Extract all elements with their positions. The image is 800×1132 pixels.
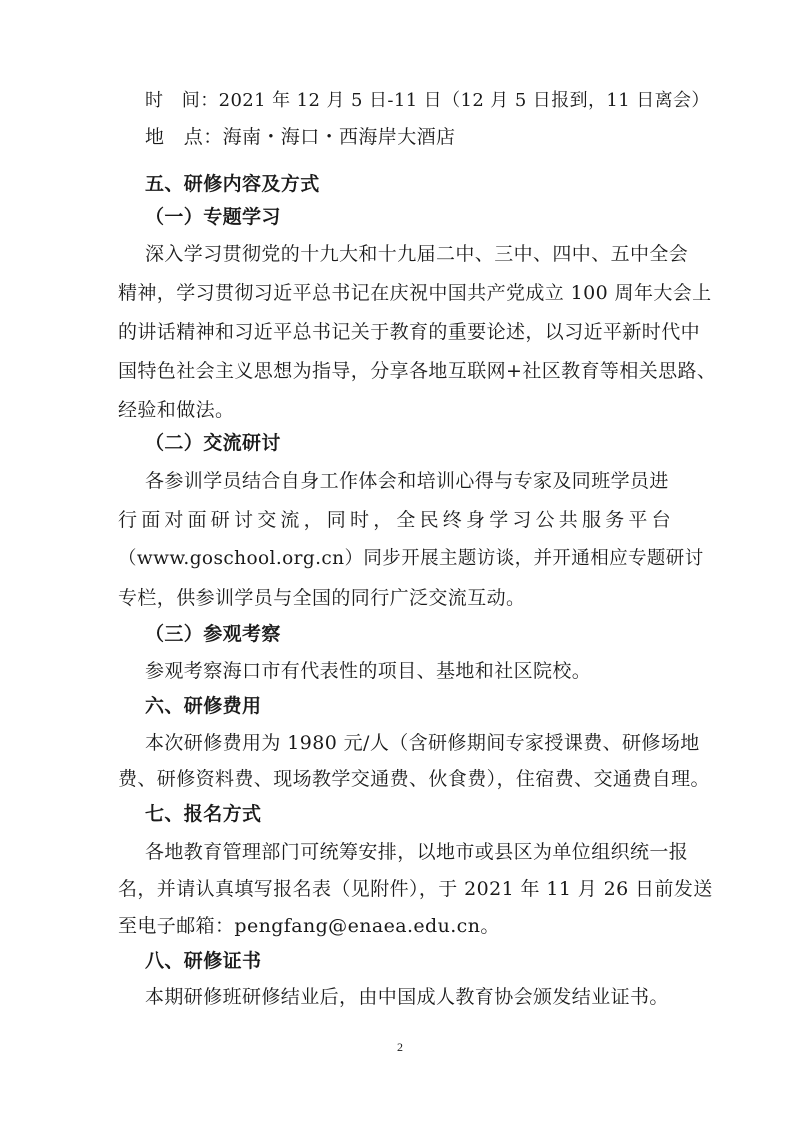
- subsection-heading-special-study: （一）专题学习: [145, 206, 281, 228]
- paragraph-line: 至电子邮箱：pengfang@enaea.edu.cn。: [118, 915, 500, 937]
- paragraph-line: 的讲话精神和习近平总书记关于教育的重要论述，以习近平新时代中: [118, 321, 701, 343]
- paragraph-line: （www.goschool.org.cn）同步开展主题访谈，并开通相应专题研讨: [118, 548, 704, 569]
- paragraph-line: 行面对面研讨交流，同时，全民终身学习公共服务平台: [118, 509, 675, 531]
- paragraph-line: 经验和做法。: [118, 399, 235, 421]
- place-line: 地 点：海南・海口・西海岸大酒店: [145, 126, 456, 148]
- paragraph-line: 名，并请认真填写报名表（见附件），于 2021 年 11 月 26 日前发送: [118, 878, 713, 900]
- paragraph-line: 费、研修资料费、现场教学交通费、伙食费），住宿费、交通费自理。: [118, 768, 710, 790]
- section-heading-8: 八、研修证书: [145, 950, 262, 972]
- time-line: 时 间：2021 年 12 月 5 日-11 日（12 月 5 日报到，11 日离会）: [145, 90, 710, 111]
- subsection-heading-exchange: （二）交流研讨: [145, 432, 281, 454]
- paragraph-line: 参观考察海口市有代表性的项目、基地和社区院校。: [145, 660, 592, 682]
- paragraph-line: 本次研修费用为 1980 元/人（含研修期间专家授课费、研修场地: [145, 732, 700, 754]
- paragraph-line: 专栏，供参训学员与全国的同行广泛交流互动。: [118, 587, 526, 609]
- paragraph-line: 各参训学员结合自身工作体会和培训心得与专家及同班学员进: [145, 470, 669, 492]
- paragraph-line: 国特色社会主义思想为指导，分享各地互联网+社区教育等相关思路、: [118, 360, 717, 382]
- paragraph-line: 各地教育管理部门可统筹安排，以地市或县区为单位组织统一报: [145, 841, 689, 863]
- section-heading-7: 七、报名方式: [145, 803, 262, 825]
- page-number: 2: [397, 1040, 403, 1054]
- section-heading-6: 六、研修费用: [145, 695, 262, 717]
- section-heading-5: 五、研修内容及方式: [145, 173, 320, 195]
- subsection-heading-visit: （三）参观考察: [145, 623, 281, 645]
- paragraph-line: 深入学习贯彻党的十九大和十九届二中、三中、四中、五中全会: [145, 243, 689, 265]
- paragraph-line: 本期研修班研修结业后，由中国成人教育协会颁发结业证书。: [145, 986, 669, 1008]
- paragraph-line: 精神，学习贯彻习近平总书记在庆祝中国共产党成立 100 周年大会上: [118, 282, 712, 304]
